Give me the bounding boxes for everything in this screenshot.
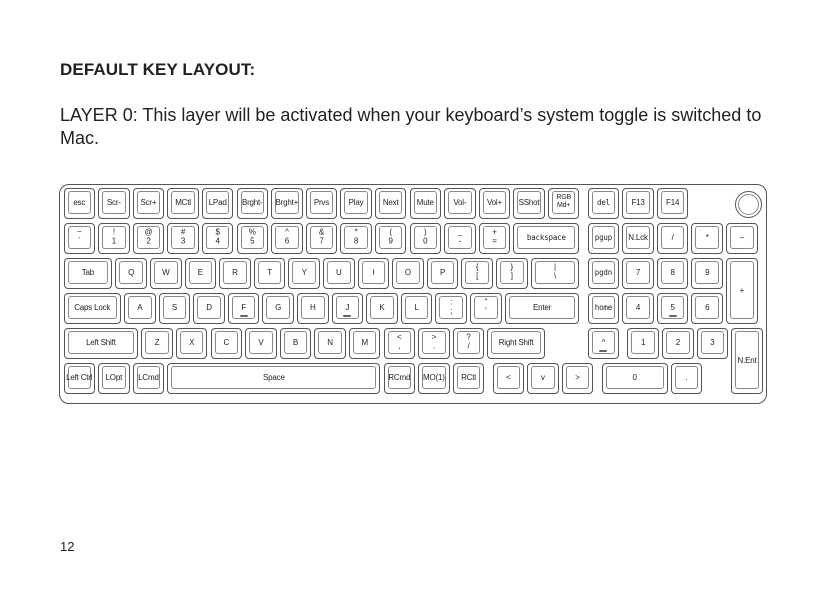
key-mo-1 <box>418 363 450 394</box>
key-label: ! 1 <box>111 227 116 246</box>
key-q <box>115 258 147 289</box>
key-n-lck <box>622 223 654 254</box>
key-label: M <box>361 337 368 347</box>
key-label: ( 9 <box>388 227 393 246</box>
key-8 <box>657 258 689 289</box>
key-prvs <box>306 188 338 219</box>
key-f <box>228 293 260 324</box>
key-3 <box>697 328 729 359</box>
section-heading: DEFAULT KEY LAYOUT: <box>60 60 256 79</box>
key-c <box>211 328 243 359</box>
keyboard-layout-diagram <box>59 184 767 404</box>
key-label: LPad <box>208 197 227 207</box>
key-v <box>245 328 277 359</box>
key-label: & 7 <box>318 227 324 246</box>
key-next <box>375 188 407 219</box>
key-symbol <box>562 363 594 394</box>
key-y <box>288 258 320 289</box>
key-vol <box>479 188 511 219</box>
key-label: Play <box>348 197 364 207</box>
key-label: SShot <box>518 197 540 207</box>
key-label: X <box>189 337 195 347</box>
key-label: D <box>206 302 212 312</box>
key-symbol <box>384 328 416 359</box>
key-label: esc <box>73 197 86 207</box>
key-label: < <box>506 372 511 382</box>
key-label: K <box>379 302 385 312</box>
key-f13 <box>622 188 654 219</box>
homing-bump <box>240 315 248 317</box>
key-w <box>150 258 182 289</box>
key-label: Tab <box>81 267 95 277</box>
key-label: R <box>232 267 238 277</box>
key-label: ^ <box>601 337 606 347</box>
key-b <box>280 328 312 359</box>
key-label: del <box>596 197 610 207</box>
key-home <box>588 293 620 324</box>
key-label: > . <box>431 332 437 351</box>
key-label: } ] <box>510 262 513 281</box>
key-scr <box>98 188 130 219</box>
key-label: F13 <box>631 197 645 207</box>
key-label: $ 4 <box>215 227 220 246</box>
key-symbol <box>444 223 476 254</box>
key-2 <box>662 328 694 359</box>
key-label: backspace <box>526 232 566 242</box>
key-caps-lock <box>64 293 121 324</box>
key-r <box>219 258 251 289</box>
key-pgdn <box>588 258 620 289</box>
key-symbol <box>418 328 450 359</box>
key-label: 0 <box>632 372 637 382</box>
key-label: H <box>310 302 316 312</box>
key-label: LOpt <box>105 372 123 382</box>
key-n <box>314 328 346 359</box>
key-symbol <box>691 223 723 254</box>
key-symbol <box>493 363 525 394</box>
key-tab <box>64 258 113 289</box>
key-pgup <box>588 223 620 254</box>
key-label: RCmd <box>388 372 411 382</box>
key-mctl <box>167 188 199 219</box>
key-scr <box>133 188 165 219</box>
key-brght <box>237 188 269 219</box>
key-2 <box>133 223 165 254</box>
key-label: Y <box>301 267 307 277</box>
key-label: Left Ctrl <box>66 372 93 382</box>
key-h <box>297 293 329 324</box>
key-label: Space <box>263 372 285 382</box>
key-4 <box>622 293 654 324</box>
key-d <box>193 293 225 324</box>
key-label: | \ <box>553 262 556 281</box>
key-play <box>340 188 372 219</box>
key-label: * <box>705 232 709 242</box>
key-u <box>323 258 355 289</box>
key-label: / <box>671 232 674 242</box>
key-v <box>527 363 559 394</box>
key-label: G <box>275 302 282 312</box>
key-label: Prvs <box>313 197 330 207</box>
key-9 <box>375 223 407 254</box>
key-label: pgup <box>594 232 613 242</box>
key-label: v <box>540 372 545 382</box>
key-p <box>427 258 459 289</box>
key-label: > <box>575 372 580 382</box>
key-label: ? / <box>466 332 471 351</box>
key-lpad <box>202 188 234 219</box>
key-label: . <box>685 372 688 382</box>
key-label: _ - <box>457 227 462 246</box>
key-rctl <box>453 363 485 394</box>
key-left-shift <box>64 328 139 359</box>
key-label: home <box>594 302 613 312</box>
key-label: W <box>162 267 170 277</box>
key-label: 4 <box>635 302 641 312</box>
key-symbol <box>671 363 703 394</box>
key-e <box>185 258 217 289</box>
key-label: N.Lck <box>628 232 648 242</box>
key-symbol <box>726 223 758 254</box>
key-label: Next <box>382 197 399 207</box>
key-symbol <box>461 258 493 289</box>
key-symbol <box>588 328 620 359</box>
key-5 <box>657 293 689 324</box>
key-a <box>124 293 156 324</box>
key-label: Enter <box>532 302 552 312</box>
key-label: MO(1) <box>423 372 445 382</box>
key-symbol <box>531 258 580 289</box>
key-label: B <box>292 337 299 347</box>
key-brght <box>271 188 303 219</box>
key-label: 6 <box>705 302 710 312</box>
key-sshot <box>513 188 545 219</box>
key-right-shift <box>487 328 544 359</box>
key-del <box>588 188 620 219</box>
key-label: Q <box>128 267 135 277</box>
key-label: ) 0 <box>423 227 428 246</box>
key-symbol <box>64 223 96 254</box>
key-label: Z <box>154 337 160 347</box>
key-symbol <box>726 258 758 324</box>
key-7 <box>306 223 338 254</box>
key-label: O <box>404 267 411 277</box>
key-label: V <box>258 337 264 347</box>
key-label: L <box>414 302 419 312</box>
key-label: N <box>327 337 333 347</box>
key-label: RCtl <box>461 372 476 382</box>
key-vol <box>444 188 476 219</box>
key-label: 2 <box>675 337 680 347</box>
key-label: 5 <box>670 302 675 312</box>
key-label: ^ 6 <box>284 227 289 246</box>
key-label: ~ ` <box>77 227 82 246</box>
key-left-ctrl <box>64 363 96 394</box>
key-label: Mute <box>416 197 434 207</box>
key-label: Scr+ <box>140 197 157 207</box>
key-label: C <box>223 337 230 347</box>
key-label: P <box>439 267 446 277</box>
key-symbol <box>435 293 467 324</box>
key-lcmd <box>133 363 165 394</box>
homing-bump <box>599 350 607 352</box>
key-backspace <box>513 223 579 254</box>
key-label: A <box>137 302 143 312</box>
key-symbol <box>479 223 511 254</box>
key-rcmd <box>384 363 416 394</box>
key-z <box>141 328 173 359</box>
key-4 <box>202 223 234 254</box>
key-o <box>392 258 424 289</box>
key-symbol <box>496 258 528 289</box>
key-g <box>262 293 294 324</box>
key-f14 <box>657 188 689 219</box>
key-mute <box>410 188 442 219</box>
key-label: F14 <box>666 197 680 207</box>
key-label: – <box>739 232 744 242</box>
key-label: F <box>241 302 246 312</box>
key-0 <box>602 363 668 394</box>
key-9 <box>691 258 723 289</box>
key-label: 7 <box>635 267 641 277</box>
key-rgb-md <box>548 188 580 219</box>
key-0 <box>410 223 442 254</box>
key-label: Brght- <box>241 197 263 207</box>
knob-icon <box>735 191 762 218</box>
key-symbol <box>453 328 485 359</box>
key-m <box>349 328 381 359</box>
key-lopt <box>98 363 130 394</box>
key-esc <box>64 188 96 219</box>
key-s <box>159 293 191 324</box>
key-t <box>254 258 286 289</box>
key-6 <box>271 223 303 254</box>
key-label: E <box>197 267 203 277</box>
key-7 <box>622 258 654 289</box>
key-n-ent <box>731 328 763 394</box>
key-label: J <box>345 302 350 312</box>
key-label: Left Shift <box>86 337 116 347</box>
key-j <box>332 293 364 324</box>
key-label: RGB Md+ <box>556 193 571 209</box>
key-label: S <box>171 302 177 312</box>
key-label: 3 <box>710 337 715 347</box>
key-label: @ 2 <box>144 227 153 246</box>
key-label: pgdn <box>594 267 613 277</box>
key-label: 9 <box>705 267 710 277</box>
key-1 <box>98 223 130 254</box>
key-label: Right Shift <box>498 337 534 347</box>
key-label: { [ <box>475 262 479 281</box>
key-3 <box>167 223 199 254</box>
layer-description: LAYER 0: This layer will be activated when your keyboard’s system toggle is switched to Mac. <box>60 105 762 148</box>
key-label: Caps Lock <box>74 302 111 312</box>
key-6 <box>691 293 723 324</box>
key-label: Vol- <box>453 197 467 207</box>
key-label: 1 <box>641 337 646 347</box>
homing-bump <box>343 315 351 317</box>
key-i <box>358 258 390 289</box>
key-5 <box>237 223 269 254</box>
key-label: 8 <box>670 267 675 277</box>
key-label: Vol+ <box>486 197 502 207</box>
key-1 <box>627 328 659 359</box>
key-label: % 5 <box>248 227 256 246</box>
key-k <box>366 293 398 324</box>
key-label: # 3 <box>180 227 186 246</box>
page-number: 12 <box>60 539 75 554</box>
key-symbol <box>657 223 689 254</box>
key-label: + = <box>492 227 497 246</box>
key-enter <box>505 293 580 324</box>
key-symbol <box>470 293 502 324</box>
key-label: < , <box>397 332 402 351</box>
key-label: T <box>267 267 272 277</box>
key-label: " ' <box>484 297 488 316</box>
key-label: Scr- <box>106 197 121 207</box>
key-l <box>401 293 433 324</box>
key-label: + <box>739 285 745 295</box>
key-label: * 8 <box>353 227 359 246</box>
key-label: Brght+ <box>275 197 299 207</box>
key-space <box>167 363 380 394</box>
key-label: LCmd <box>138 372 159 382</box>
key-8 <box>340 223 372 254</box>
key-label: : ; <box>450 297 453 316</box>
key-label: U <box>335 267 342 277</box>
homing-bump <box>669 315 677 317</box>
key-label: I <box>372 267 375 277</box>
key-x <box>176 328 208 359</box>
key-label: N.Ent <box>737 355 757 365</box>
key-label: MCtl <box>175 197 191 207</box>
